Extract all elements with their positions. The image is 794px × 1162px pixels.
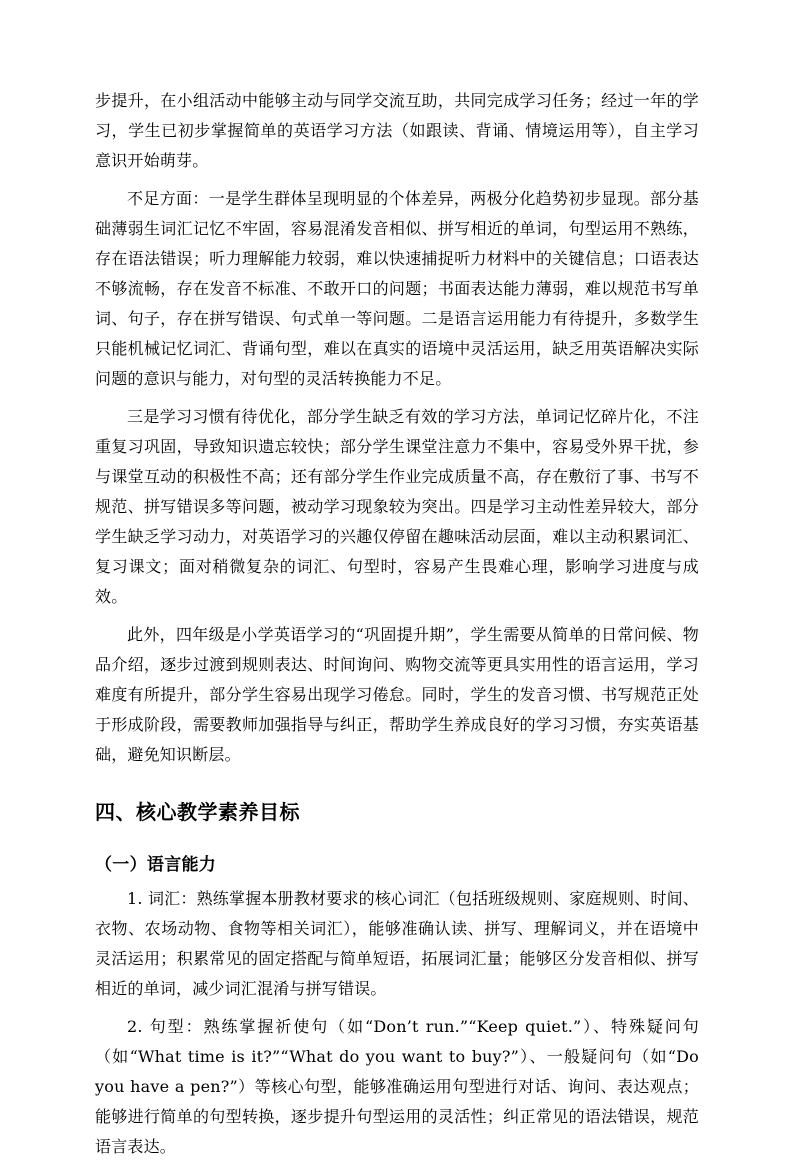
paragraph-shortcomings: 不足方面：一是学生群体呈现明显的个体差异，两极分化趋势初步显现。部分基础薄弱生词汇记忆不牢固，容易混淆发音相似、拼写相近的单词，句型运用不熟练，存在语法错误；听力理解能力较弱，难以快速捕捉听力材料中的关键信息；口语表达不够流畅，存在发音不标准、不敢开口的问题；书面表达能力薄弱，难以规范书写单词、句子，存在拼写错误、句式单一等问题。二是语言运用能力有待提升，多数学生只能机械记忆词汇、背诵句型，难以在真实的语境中灵活运用，缺乏用英语解决实际问题的意识与能力，对句型的灵活转换能力不足。	[95, 189, 699, 388]
paragraph-study-habits: 三是学习习惯有待优化，部分学生缺乏有效的学习方法，单词记忆碎片化，不注重复习巩固，导致知识遗忘较快；部分学生课堂注意力不集中，容易受外界干扰，参与课堂互动的积极性不高；还有部分学生作业完成质量不高，存在敷衍了事、书写不规范、拼写错误多等问题，被动学习现象较为突出。四是学习主动性差异较大，部分学生缺乏学习动力，对英语学习的兴趣仅停留在趣味活动层面，难以主动积累词汇、复习课文；面对稍微复杂的词汇、句型时，容易产生畏难心理，影响学习进度与成效。	[95, 407, 699, 606]
document-page	[95, 86, 699, 1162]
list-item-sentence-patterns: 2. 句型：熟练掌握祈使句（如“Don’t run.”“Keep quiet.”）、特殊疑问句（如“What time is it?”“What do you want to buy?”）、一般疑问句（如“Do you have a pen?”）等核心句型，能够准确运用句型进行对话、询问、表达观点；能够进行简单的句型转换，逐步提升句型运用的灵活性；纠正常见的语法错误，规范语言表达。	[95, 1017, 699, 1156]
subsection-heading: （一）语言能力	[95, 855, 217, 875]
paragraph-continuation: 步提升，在小组活动中能够主动与同学交流互助，共同完成学习任务；经过一年的学习，学生已初步掌握简单的英语学习方法（如跟读、背诵、情境运用等），自主学习意识开始萌芽。	[95, 91, 699, 170]
section-heading: 四、核心教学素养目标	[95, 800, 300, 824]
list-item-vocabulary: 1. 词汇：熟练掌握本册教材要求的核心词汇（包括班级规则、家庭规则、时间、衣物、农场动物、食物等相关词汇），能够准确认读、拼写、理解词义，并在语境中灵活运用；积累常见的固定搭配与简单短语，拓展词汇量；能够区分发音相似、拼写相近的单词，减少词汇混淆与拼写错误。	[95, 889, 699, 998]
paragraph-grade-four: 此外，四年级是小学英语学习的“巩固提升期”，学生需要从简单的日常问候、物品介绍，逐步过渡到规则表达、时间询问、购物交流等更具实用性的语言运用，学习难度有所提升，部分学生容易出现学习倦怠。同时，学生的发音习惯、书写规范正处于形成阶段，需要教师加强指导与纠正，帮助学生养成良好的学习习惯，夯实英语基础，避免知识断层。	[95, 625, 699, 764]
